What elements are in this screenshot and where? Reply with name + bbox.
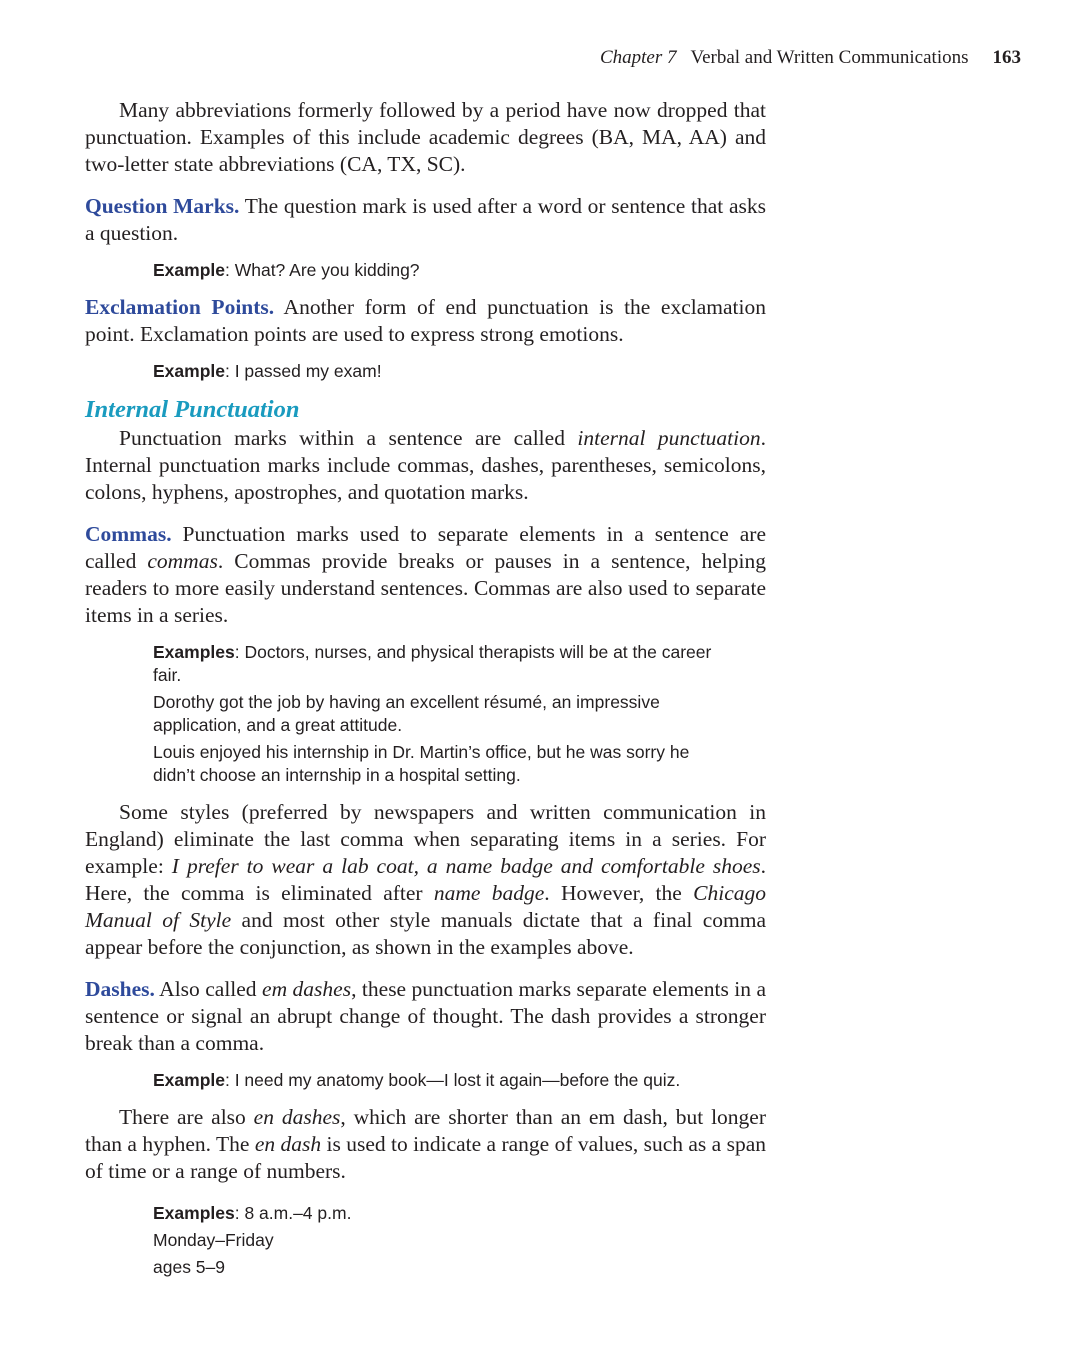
intro-paragraph: Many abbreviations formerly followed by a period have now dropped that punctuation. Examples of this include academic degrees (BA, MA, AA) and two-letter state abbreviations (CA, TX, SC). xyxy=(85,98,766,176)
term-em-dashes: em dashes xyxy=(262,977,352,1001)
example-item: ages 5–9 xyxy=(153,1257,226,1277)
dashes-heading: Dashes. xyxy=(85,977,155,1001)
commas-heading: Commas. xyxy=(85,522,172,546)
text-run: and most other style manuals dictate that a final comma appear before the conjunction, as shown in the examples above. xyxy=(85,908,766,959)
question-marks-text: The question mark is used after a word or sentence that asks a question. xyxy=(85,194,766,245)
text-run: . However, the xyxy=(544,881,694,905)
text-run: Some styles (preferred by newspapers and written communication in England) eliminate the last comma when separating items in a series. For example: xyxy=(85,800,766,878)
example-text: : 8 a.m.–4 p.m. xyxy=(234,1203,352,1223)
text-run: . Commas provide breaks or pauses in a sentence, helping readers to more easily understand sentences. Commas are also used to separate items in a series. xyxy=(85,549,767,627)
example-label: Example xyxy=(153,260,225,280)
exclamation-paragraph xyxy=(85,294,766,348)
exclamation-example xyxy=(85,360,766,383)
italic-example: I prefer to wear a lab coat, a name badge and comfortable shoes xyxy=(171,854,761,878)
text-run: , which are shorter than an em dash, but longer than a hyphen. The xyxy=(85,1105,766,1156)
exclamation-heading: Exclamation Points. xyxy=(85,295,275,319)
section-heading-internal-punctuation: Internal Punctuation xyxy=(85,396,300,423)
term-commas: commas xyxy=(147,549,218,573)
exclamation-text: Another form of end punctuation is the exclamation point. Exclamation points are used to express strong emotions. xyxy=(85,295,766,346)
italic-title: Chicago Manual of Style xyxy=(85,881,766,932)
chapter-title: Verbal and Written Communications xyxy=(690,47,969,68)
running-head xyxy=(600,47,1021,69)
example-item: Louis enjoyed his internship in Dr. Martin’s office, but he was sorry he didn’t choose an internship in a hospital setting. xyxy=(153,742,690,785)
text-run: is used to indicate a range of values, such as a span of time or a range of numbers. xyxy=(85,1132,767,1183)
commas-examples xyxy=(85,641,713,787)
page-number: 163 xyxy=(992,47,1021,68)
example-item: Monday–Friday xyxy=(153,1230,274,1250)
example-text: : Doctors, nurses, and physical therapists will be at the career fair. xyxy=(153,642,712,685)
italic-term: name badge xyxy=(433,881,545,905)
en-dash-examples xyxy=(85,1200,766,1281)
en-dash-paragraph xyxy=(85,1104,766,1185)
example-item xyxy=(153,641,713,687)
text-run: Punctuation marks used to separate elements in a sentence are called xyxy=(85,522,766,573)
question-example xyxy=(85,259,766,282)
text-run: . Internal punctuation marks include commas, dashes, parentheses, semicolons, colons, hyphens, apostrophes, and quotation marks. xyxy=(85,426,766,504)
example-text: : What? Are you kidding? xyxy=(224,260,420,280)
text-run: . Here, the comma is eliminated after xyxy=(85,854,767,905)
text-run: , these punctuation marks separate elements in a sentence or signal an abrupt change of thought. The dash provides a stronger break than a comma. xyxy=(85,977,766,1055)
term-internal-punctuation: internal punctuation xyxy=(577,426,761,450)
series-comma-paragraph xyxy=(85,799,766,961)
chapter-label: Chapter 7 xyxy=(599,47,677,68)
dashes-paragraph xyxy=(85,976,766,1057)
examples-label: Examples xyxy=(153,642,235,662)
question-marks-paragraph xyxy=(85,193,766,247)
example-text: : I need my anatomy book—I lost it again—before the quiz. xyxy=(224,1070,681,1090)
examples-label: Examples xyxy=(153,1203,235,1223)
example-item xyxy=(153,1200,766,1227)
commas-paragraph xyxy=(85,521,766,629)
example-label: Example xyxy=(153,1070,225,1090)
internal-punctuation-paragraph xyxy=(85,425,766,506)
dashes-example xyxy=(85,1069,766,1092)
term-en-dash: en dash xyxy=(254,1132,322,1156)
text-run: Also called xyxy=(154,977,263,1001)
page-body xyxy=(85,97,766,1281)
question-marks-heading: Question Marks. xyxy=(85,194,240,218)
text-run: There are also xyxy=(119,1105,254,1129)
term-en-dashes: en dashes xyxy=(253,1105,341,1129)
example-item: Dorothy got the job by having an excellent résumé, an impressive application, and a great attitude. xyxy=(153,692,660,735)
text-run: Punctuation marks within a sentence are called xyxy=(119,426,578,450)
example-text: : I passed my exam! xyxy=(224,361,382,381)
example-label: Example xyxy=(153,361,225,381)
